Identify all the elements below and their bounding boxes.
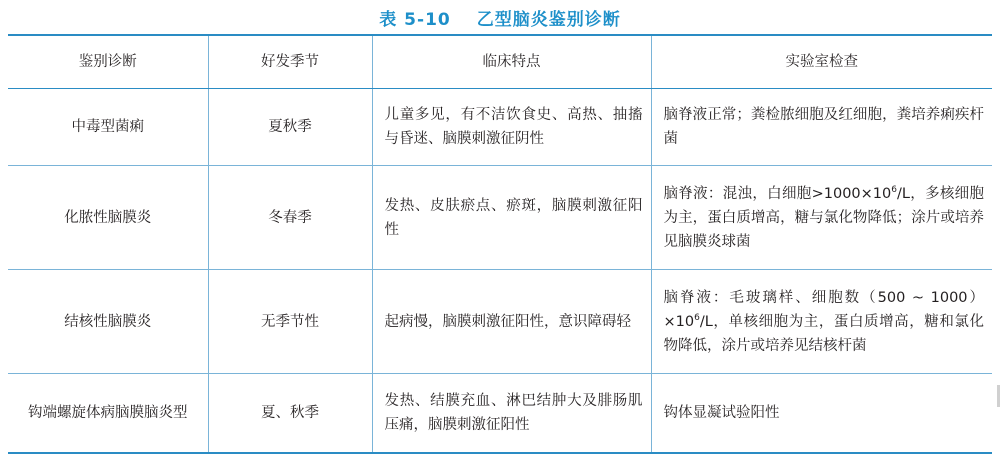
clinical-cell: 发热、结膜充血、淋巴结肿大及腓肠肌压痛，脑膜刺激征阳性 bbox=[372, 374, 651, 453]
diagnosis-cell: 化脓性脑膜炎 bbox=[8, 166, 208, 270]
table-row bbox=[8, 374, 992, 453]
differential-diagnosis-table bbox=[8, 34, 992, 454]
table-row bbox=[8, 166, 992, 270]
lab-text: 脑脊液：毛玻璃样、细胞数（500 ~ 1000）×10 bbox=[663, 289, 984, 330]
lab-cell bbox=[651, 89, 992, 166]
lab-cell bbox=[651, 166, 992, 270]
lab-cell bbox=[651, 270, 992, 374]
season-cell: 无季节性 bbox=[208, 270, 372, 374]
table-title: 乙型脑炎鉴别诊断 bbox=[476, 9, 621, 30]
lab-text: 脑脊液：混浊，白细胞>1000×10 bbox=[663, 185, 892, 202]
lab-text: 脑脊液正常；粪检脓细胞及红细胞，粪培养痢疾杆菌 bbox=[663, 107, 984, 147]
diagnosis-cell: 中毒型菌痢 bbox=[8, 89, 208, 166]
season-cell: 夏秋季 bbox=[208, 89, 372, 166]
lab-text-cont: /L，多核细胞为主，蛋白质增高，糖与氯化物降低；涂片或培养见脑膜炎球菌 bbox=[663, 185, 984, 250]
table-row bbox=[8, 270, 992, 374]
header-lab: 实验室检查 bbox=[651, 35, 992, 89]
lab-text: 钩体显凝试验阳性 bbox=[663, 404, 780, 421]
lab-text-cont: /L，单核细胞为主，蛋白质增高，糖和氯化物降低，涂片或培养见结核杆菌 bbox=[663, 313, 984, 354]
table-row bbox=[8, 89, 992, 166]
table-caption bbox=[0, 0, 1000, 34]
header-diagnosis: 鉴别诊断 bbox=[8, 35, 208, 89]
header-season: 好发季节 bbox=[208, 35, 372, 89]
clinical-cell: 起病慢，脑膜刺激征阳性，意识障碍轻 bbox=[372, 270, 651, 374]
header-row bbox=[8, 35, 992, 89]
season-cell: 夏、秋季 bbox=[208, 374, 372, 453]
clinical-cell: 发热、皮肤瘀点、瘀斑，脑膜刺激征阳性 bbox=[372, 166, 651, 270]
lab-exponent: 6 bbox=[891, 184, 897, 195]
lab-cell bbox=[651, 374, 992, 453]
season-cell: 冬春季 bbox=[208, 166, 372, 270]
diagnosis-cell: 结核性脑膜炎 bbox=[8, 270, 208, 374]
header-clinical: 临床特点 bbox=[372, 35, 651, 89]
diagnosis-cell: 钩端螺旋体病脑膜脑炎型 bbox=[8, 374, 208, 453]
table-number: 表 5-10 bbox=[379, 9, 451, 30]
lab-exponent: 6 bbox=[694, 312, 700, 323]
clinical-cell: 儿童多见，有不洁饮食史、高热、抽搐与昏迷、脑膜刺激征阴性 bbox=[372, 89, 651, 166]
